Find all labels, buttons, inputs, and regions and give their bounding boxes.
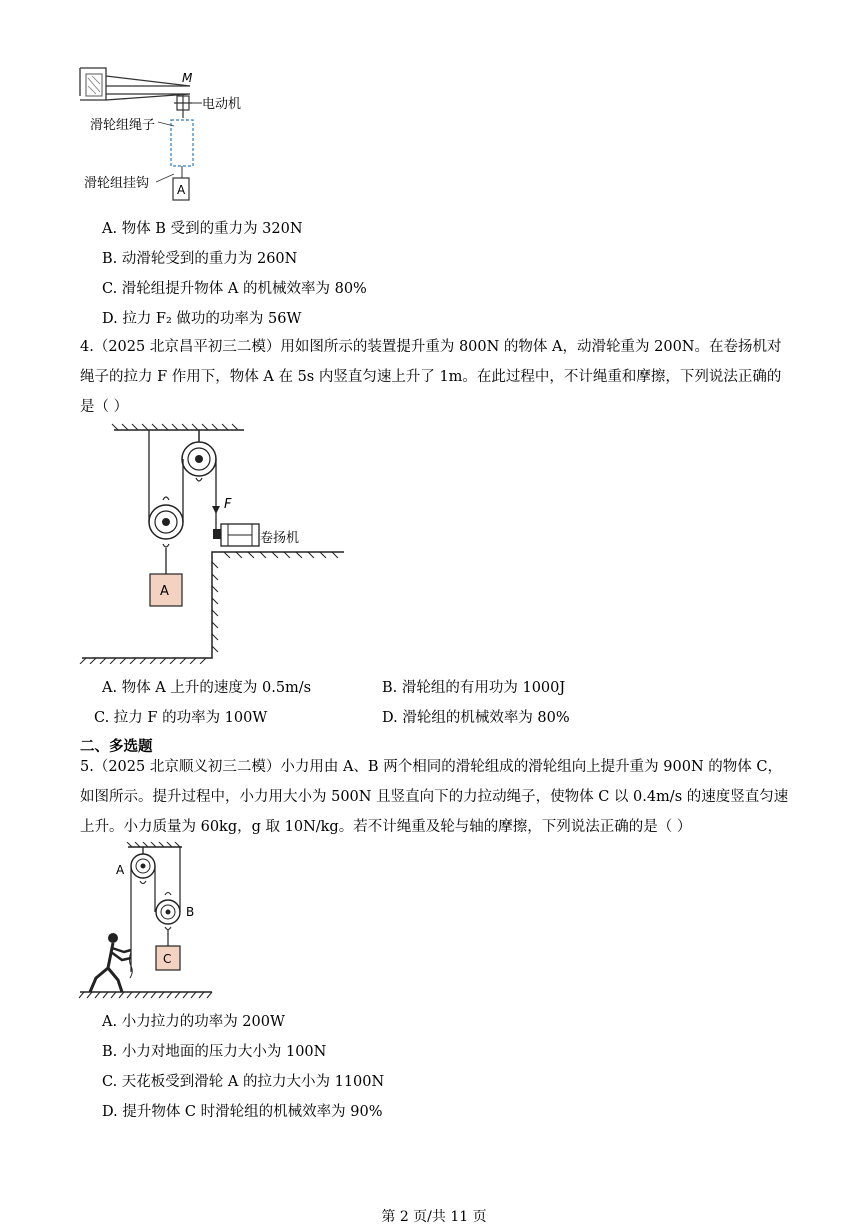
fig1-label-rope: 滑轮组绳子 <box>90 118 156 133</box>
q3-option-c: C. 滑轮组提升物体 A 的机械效率为 80% <box>102 281 367 297</box>
section-title-multiple-choice: 二、多选题 <box>80 738 153 755</box>
q5-option-b: B. 小力对地面的压力大小为 100N <box>102 1044 327 1060</box>
q5-stem-line2: 如图所示。提升过程中，小力用大小为 500N 且竖直向下的力拉动绳子，使物体 C 以 0.4m/s 的速度竖直匀速 <box>80 789 789 805</box>
q3-option-d: D. 拉力 F₂ 做功的功率为 56W <box>102 311 302 327</box>
fig3-label-c: C <box>163 952 172 966</box>
q5-option-c: C. 天花板受到滑轮 A 的拉力大小为 1100N <box>102 1074 385 1090</box>
q4-stem-line1: 4.（2025 北京昌平初三二模）用如图所示的装置提升重为 800N 的物体 A，动滑轮重为 200N。在卷扬机对 <box>80 339 782 355</box>
fig2-label-f: F <box>224 497 232 512</box>
page-footer: 第 2 页/共 11 页 <box>381 1209 487 1225</box>
fig2-label-winch: 卷扬机 <box>260 531 300 546</box>
q4-option-c: C. 拉力 F 的功率为 100W <box>94 710 268 726</box>
q3-option-b: B. 动滑轮受到的重力为 260N <box>102 251 298 267</box>
fig1-label-hook: 滑轮组挂钩 <box>84 176 150 191</box>
q4-stem-line2: 绳子的拉力 F 作用下，物体 A 在 5s 内竖直匀速上升了 1m。在此过程中，不计绳重和摩擦，下列说法正确的 <box>80 369 782 385</box>
q5-stem-line3: 上升。小力质量为 60kg，g 取 10N/kg。若不计绳重及轮与轴的摩擦，下列说法正确的是（ ） <box>80 819 692 835</box>
q4-option-a: A. 物体 A 上升的速度为 0.5m/s <box>102 680 312 696</box>
q5-stem-line1: 5.（2025 北京顺义初三二模）小力用由 A、B 两个相同的滑轮组成的滑轮组向上提升重为 900N 的物体 C， <box>80 759 782 775</box>
q3-option-a: A. 物体 B 受到的重力为 320N <box>102 221 303 237</box>
fig1-label-motor: 电动机 <box>202 97 242 112</box>
winch-pulley-figure <box>78 422 348 664</box>
q5-option-a: A. 小力拉力的功率为 200W <box>102 1014 285 1030</box>
fig3-label-a: A <box>116 863 125 877</box>
q4-option-b: B. 滑轮组的有用功为 1000J <box>382 680 566 696</box>
person-pulley-figure <box>78 842 218 1000</box>
q4-stem-line3: 是（ ） <box>80 399 129 415</box>
fig1-label-a: A <box>177 183 186 197</box>
q5-option-d: D. 提升物体 C 时滑轮组的机械效率为 90% <box>102 1104 383 1120</box>
q4-option-d: D. 滑轮组的机械效率为 80% <box>382 710 570 726</box>
fig3-label-b: B <box>186 905 195 919</box>
fig1-label-m: M <box>182 71 193 85</box>
fig2-label-a: A <box>160 584 169 599</box>
